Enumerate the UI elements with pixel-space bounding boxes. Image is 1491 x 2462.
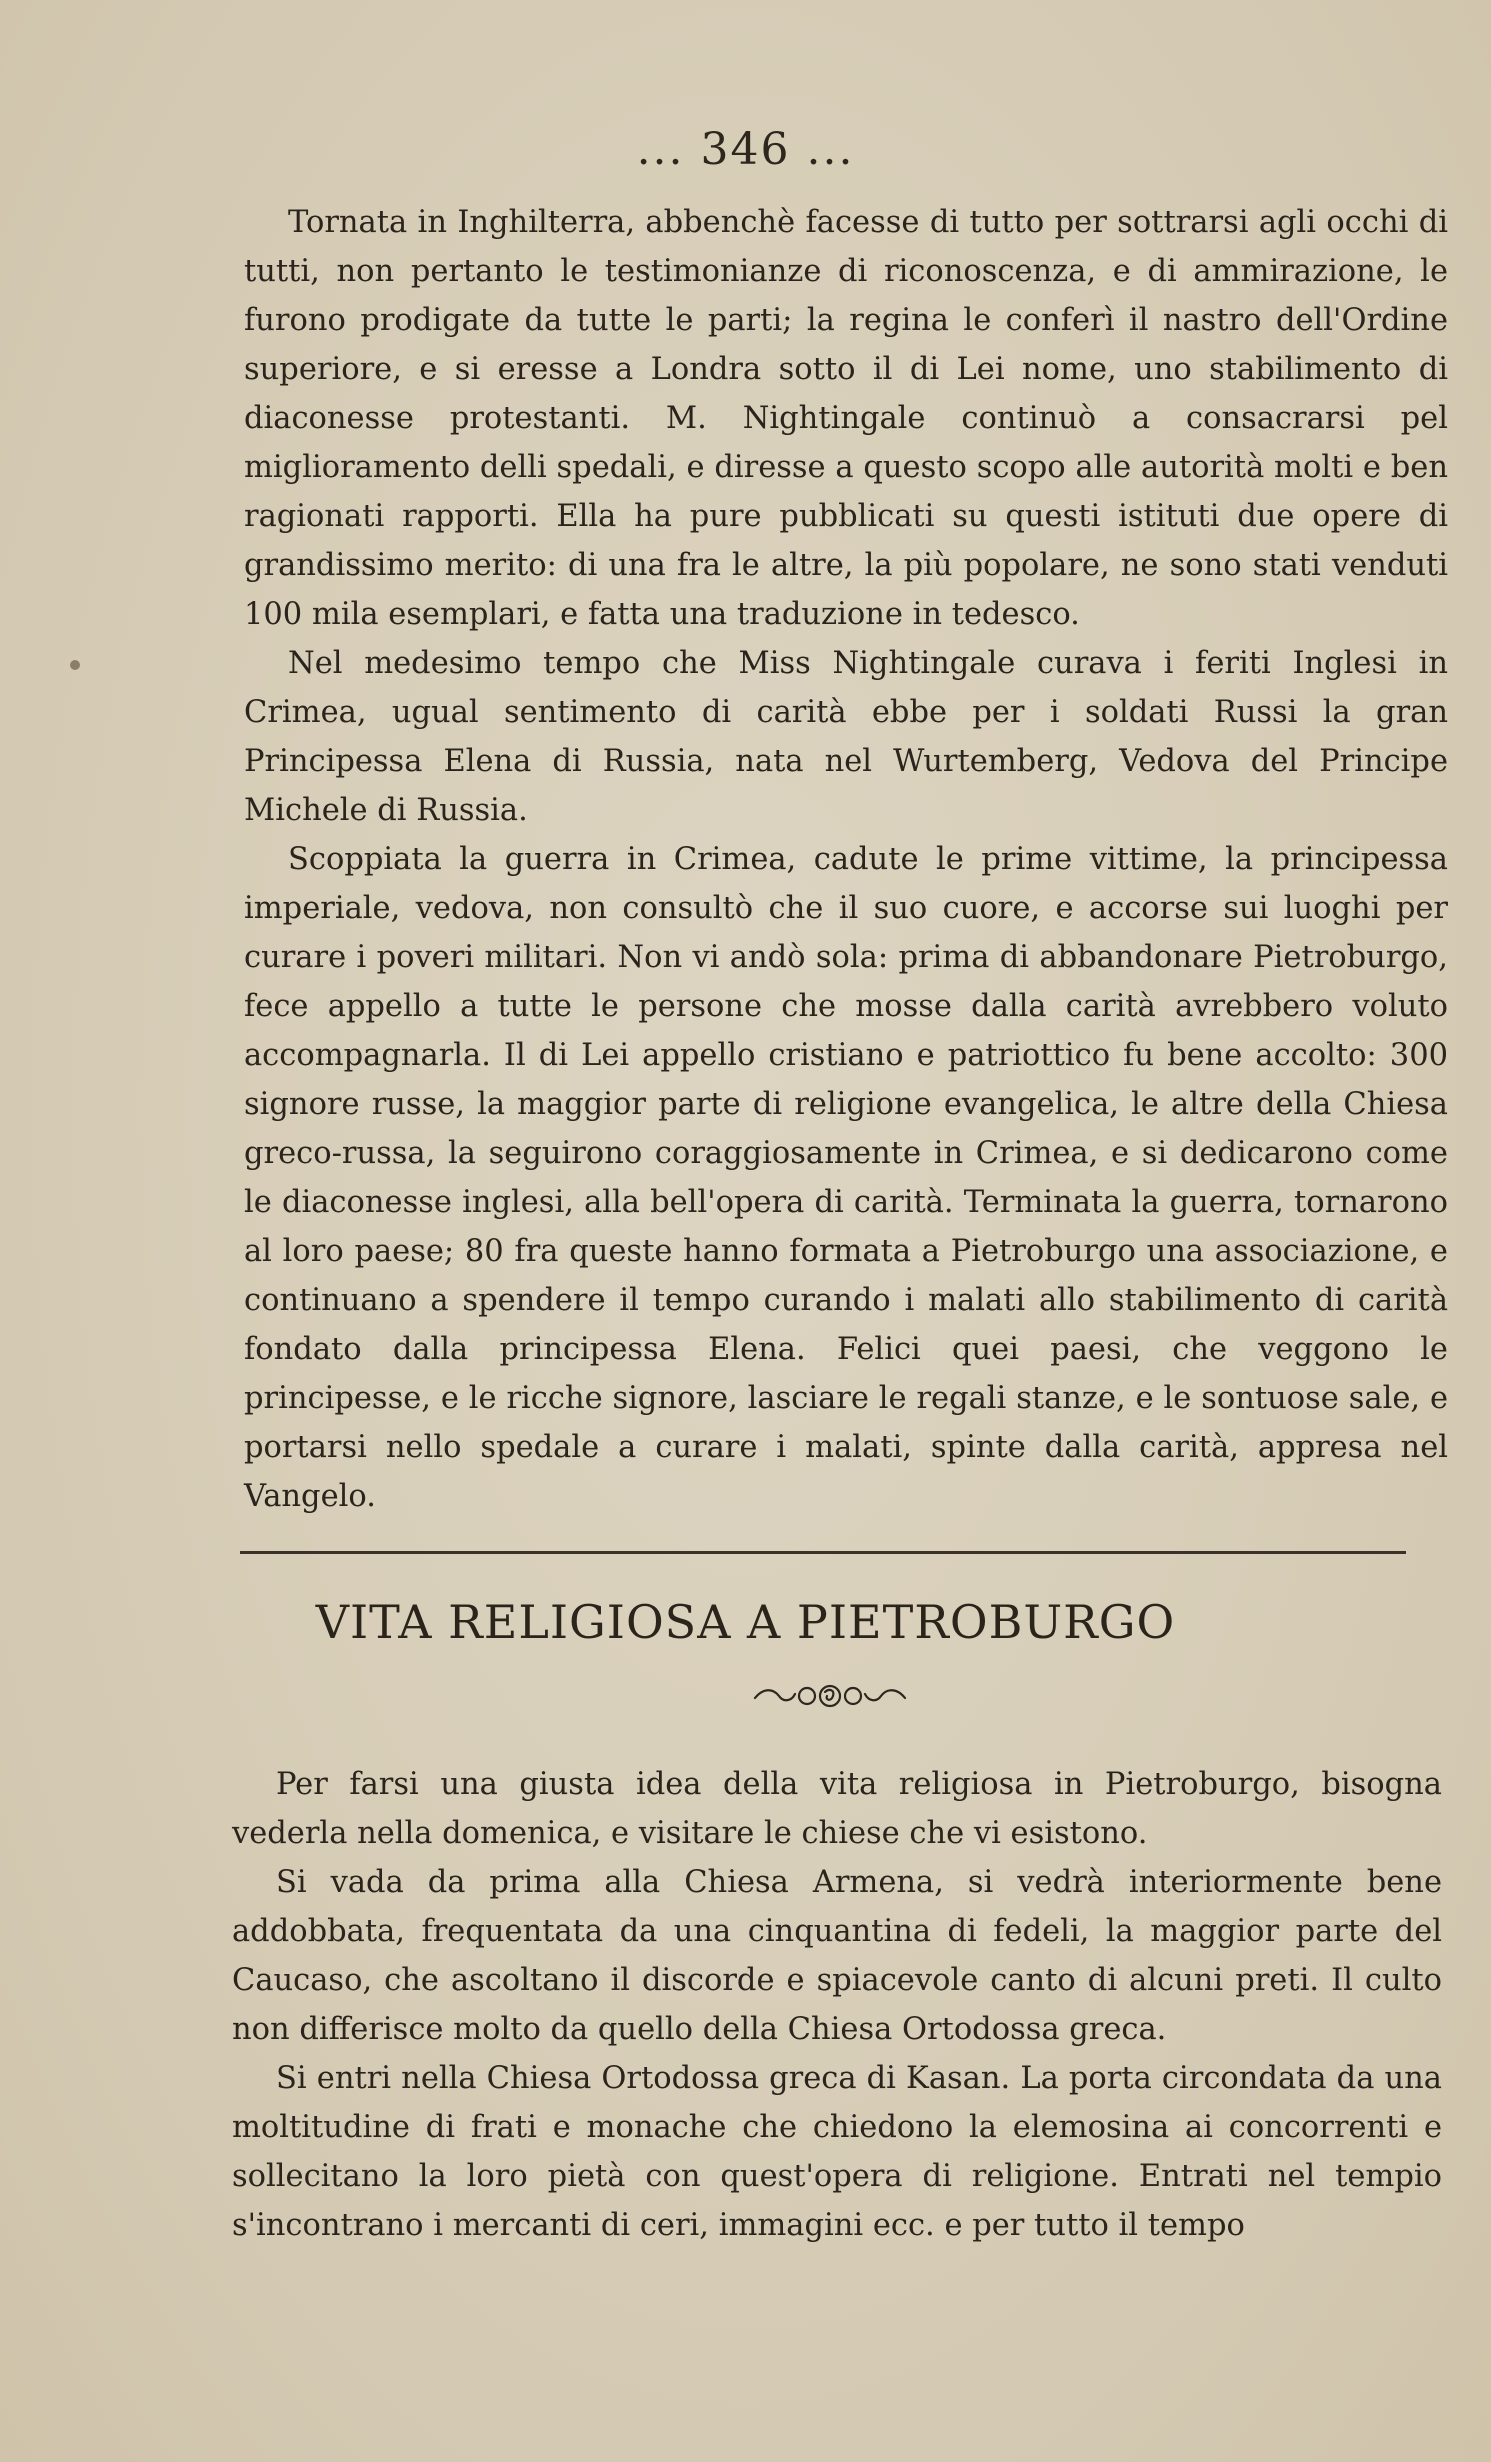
section-title: VITA RELIGIOSA A PIETROBURGO <box>315 1595 1176 1649</box>
paragraph: Scoppiata la guerra in Crimea, cadute le prime vittime, la principessa imperiale, vedova, non consultò che il suo cuore, e accorse sui luoghi per curare i poveri militari. Non vi andò sola: prima di abbandonare Pietroburgo, fece appello a tutte le persone che mosse dalla carità avrebbero voluto accompagnarla. Il di Lei appello cristiano e patriottico fu bene accolto: 300 signore russe, la maggior parte di religione evangelica, le altre della Chiesa greco-russa, la seguirono coraggiosamente in Crimea, e si dedicarono come le diaconesse inglesi, alla bell'opera di carità. Terminata la guerra, tornarono al loro paese; 80 fra queste hanno formata a Pietroburgo una associazione, e continuano a spendere il tempo curando i malati allo stabilimento di carità fondato dalla principessa Elena. Felici quei paesi, che veggono le principesse, e le ricche signore, lasciare le regali stanze, e le sontuose sale, e portarsi nello spedale a curare i malati, spinte dalla carità, appresa nel Vangelo. <box>244 842 1448 1514</box>
text-block-top <box>244 198 1448 1521</box>
paragraph: Per farsi una giusta idea della vita religiosa in Pietroburgo, bisogna vederla nella domenica, e visitare le chiese che vi esistono. <box>232 1767 1442 1851</box>
typographic-ornament-icon <box>745 1678 915 1714</box>
paragraph: Si vada da prima alla Chiesa Armena, si vedrà interiormente bene addobbata, frequentata da una cinquantina di fedeli, la maggior parte del Caucaso, che ascoltano il discorde e spiacevole canto di alcuni preti. Il culto non differisce molto da quello della Chiesa Ortodossa greca. <box>232 1865 1442 2047</box>
paragraph: Si entri nella Chiesa Ortodossa greca di Kasan. La porta circondata da una moltitudine di frati e monache che chiedono la elemosina ai concorrenti e sollecitano la loro pietà con quest'opera di religione. Entrati nel tempio s'incontrano i mercanti di ceri, immagini ecc. e per tutto il tempo <box>232 2061 1442 2243</box>
paragraph: Nel medesimo tempo che Miss Nightingale curava i feriti Inglesi in Crimea, ugual sentimento di carità ebbe per i soldati Russi la gran Principessa Elena di Russia, nata nel Wurtemberg, Vedova del Principe Michele di Russia. <box>244 646 1448 828</box>
text-block-bottom <box>232 1760 1442 2250</box>
paragraph: Tornata in Inghilterra, abbenchè facesse di tutto per sottrarsi agli occhi di tutti, non pertanto le testimonianze di riconoscenza, e di ammirazione, le furono prodigate da tutte le parti; la regina le conferì il nastro dell'Ordine superiore, e si eresse a Londra sotto il di Lei nome, uno stabilimento di diaconesse protestanti. M. Nightingale continuò a consacrarsi pel miglioramento delli spedali, e diresse a questo scopo alle autorità molti e ben ragionati rapporti. Ella ha pure pubblicati su questi istituti due opere di grandissimo merito: di una fra le altre, la più popolare, ne sono stati venduti 100 mila esemplari, e fatta una traduzione in tedesco. <box>244 205 1448 632</box>
section-divider-rule <box>240 1551 1406 1554</box>
page-number: ... 346 ... <box>636 124 855 175</box>
ink-spot <box>70 660 80 670</box>
